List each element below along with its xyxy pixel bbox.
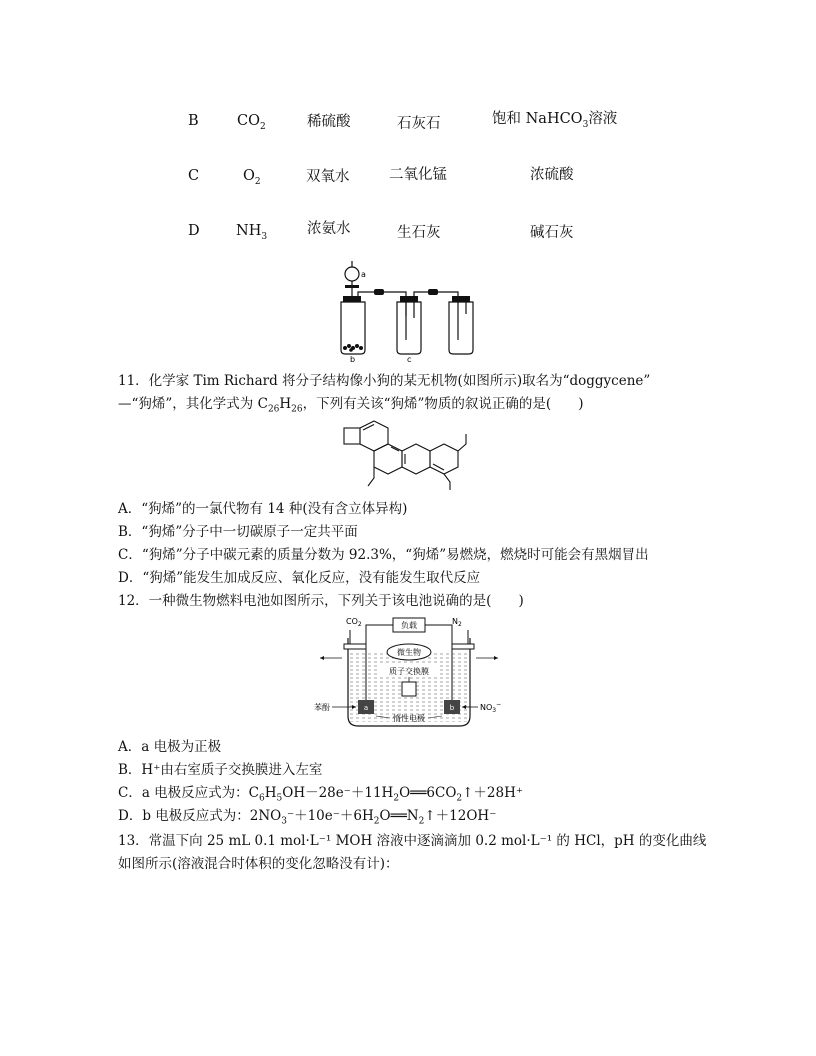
q12-option-d: D．b 电极反应式为：$2NO_3^-+10e^-+6H_2O══N_2↑+12OH^-$	[118, 808, 497, 827]
q13-stem-line1: 13．常温下向 25 mL 0.1 mol·L⁻¹ MOH 溶液中逐滴滴加 0.2 mol·L⁻¹ 的 HCl，pH 的变化曲线	[118, 833, 707, 849]
reagent-a: 双氧水	[306, 169, 350, 185]
q11-option-d: D．“狗烯”能发生加成反应、氧化反应，没有能发生取代反应	[118, 570, 481, 586]
reagent-c: 碱石灰	[530, 225, 574, 241]
q11-option-a: A．“狗烯”的一氯代物有 14 种(没有含立体异构)	[118, 501, 408, 517]
q11-option-b: B．“狗烯”分子中一切碳原子一定共平面	[118, 524, 358, 540]
gas-formula: $CO_2$	[237, 113, 266, 132]
q12-option-c: C．a 电极反应式为：$C_6H_5OH-28e^-+11H_2O══6CO_2↑+28H^+$	[118, 785, 524, 804]
option-label: B	[188, 113, 199, 129]
q12-option-b: B．H⁺由右室质子交换膜进入左室	[118, 762, 323, 778]
gas-formula: $NH_3$	[236, 223, 268, 242]
co2-label: $CO_2$	[346, 617, 362, 628]
label-c: c	[407, 355, 412, 364]
q11-stem-line1: 11．化学家 Tim Richard 将分子结构像小狗的某无机物(如图所示)取名为“doggycene”	[118, 373, 651, 389]
reagent-a: 稀硫酸	[307, 114, 351, 130]
q13-stem-line2: 如图所示(溶液混合时体积的变化忽略没有计)：	[118, 856, 399, 872]
n2-label: $N_2$	[452, 617, 462, 628]
microbe-label: 微生物	[397, 648, 421, 657]
label-a: a	[361, 270, 366, 279]
gas-formula: $O_2$	[243, 168, 261, 187]
reagent-b: 二氧化锰	[389, 167, 447, 183]
q12-option-a: A．a 电极为正极	[118, 739, 222, 755]
phenol-label: 苯酚	[314, 703, 330, 712]
option-label: C	[188, 168, 200, 184]
reagent-b: 石灰石	[397, 116, 441, 132]
label-b: b	[350, 355, 356, 364]
doggycene-structure-diagram	[340, 418, 490, 490]
membrane-label: 质子交换膜	[389, 667, 429, 676]
nitrate-label: $NO_3^-$	[480, 701, 502, 714]
q11-stem-line2: —“狗烯”，其化学式为 $C_{26}H_{26}$，下列有关该“狗烯”物质的叙说正确的是( )	[118, 396, 584, 415]
fuel-cell-diagram	[314, 612, 504, 730]
reagent-c: 饱和 NaHCO$_3$溶液	[492, 111, 618, 130]
load-label: 负载	[401, 621, 417, 630]
electrode-b-label: b	[449, 704, 455, 712]
option-label: D	[188, 223, 200, 239]
q11-option-c: C．“狗烯”分子中碳元素的质量分数为 92.3%，“狗烯”易燃烧，燃烧时可能会有黑烟冒出	[118, 547, 649, 563]
reagent-a: 浓氨水	[307, 221, 351, 237]
electrode-a-label: a	[363, 704, 369, 712]
inert-electrode-label: 惰性电极	[393, 714, 425, 723]
reagent-b: 生石灰	[397, 225, 441, 241]
q12-stem: 12．一种微生物燃料电池如图所示，下列关于该电池说确的是( )	[118, 593, 524, 609]
reagent-c: 浓硫酸	[530, 167, 574, 183]
gas-apparatus-diagram	[330, 258, 490, 366]
